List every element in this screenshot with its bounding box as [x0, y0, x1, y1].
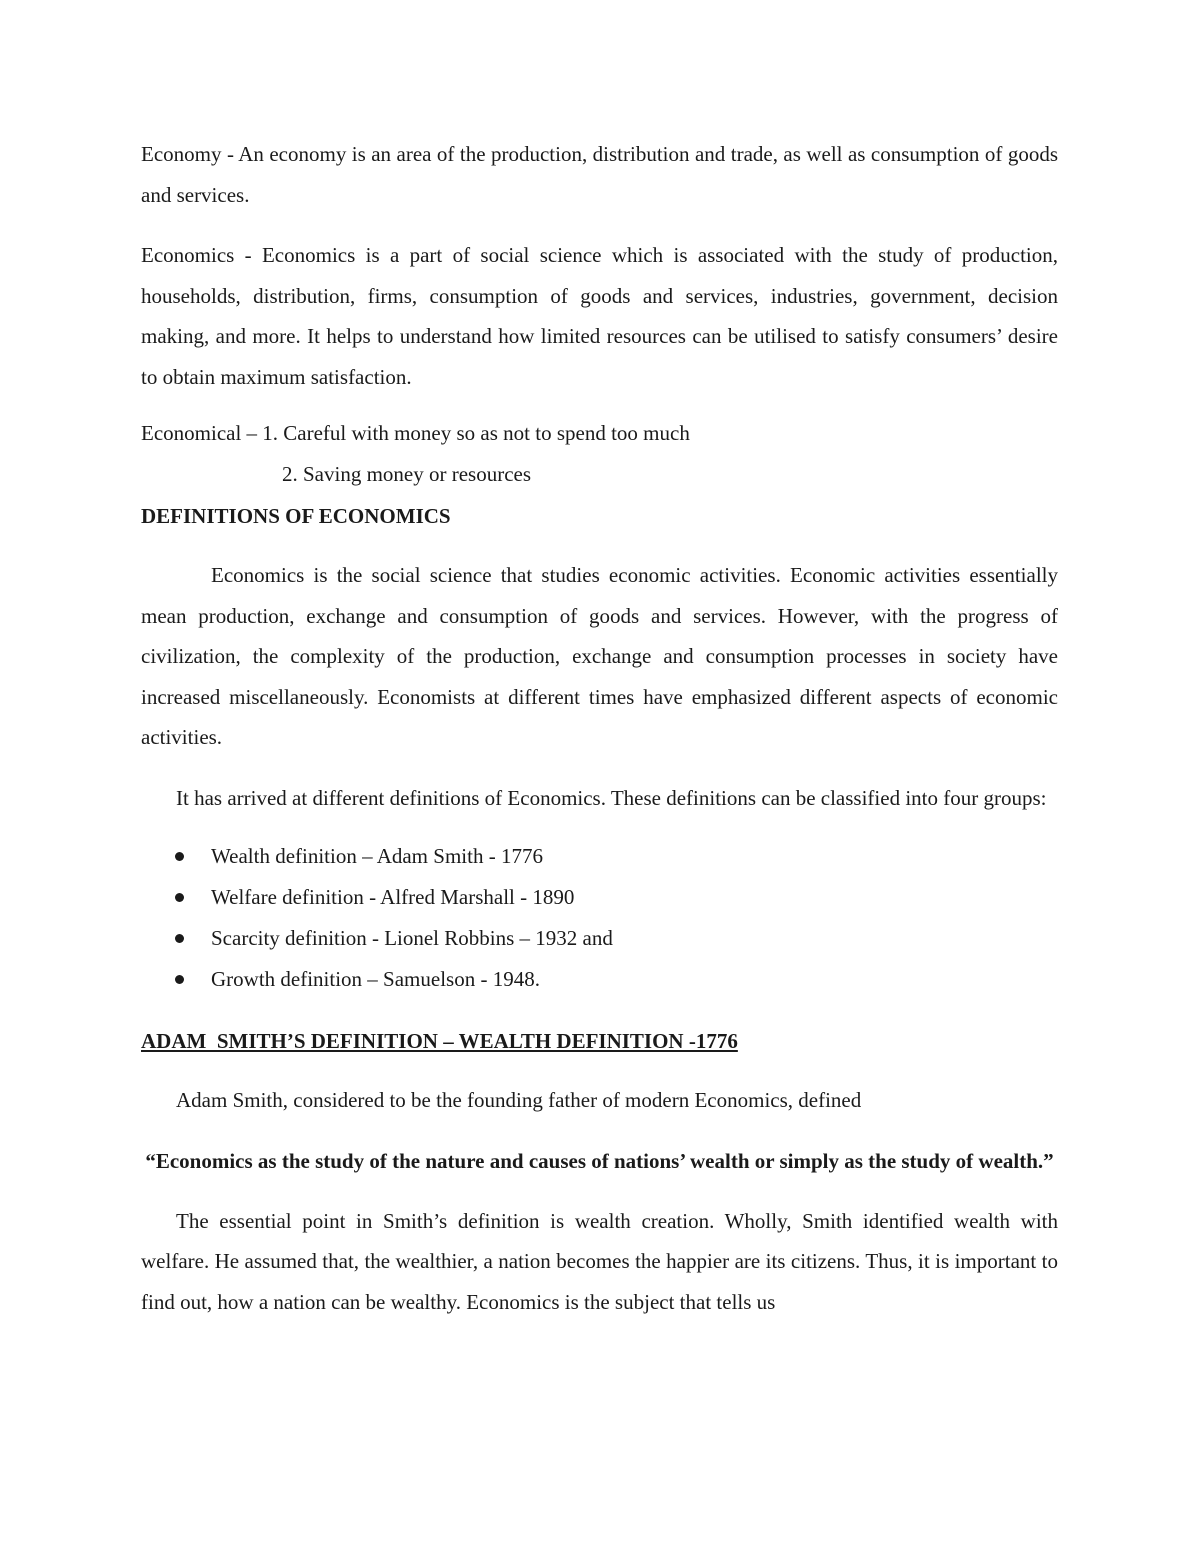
list-item	[141, 877, 1058, 918]
list-item-text: Wealth definition – Adam Smith - 1776	[211, 844, 543, 868]
bullet-icon	[175, 934, 184, 943]
list-item	[141, 918, 1058, 959]
quote-wealth-definition: “Economics as the study of the nature and causes of nations’ wealth or simply as the study of wealth.”	[145, 1148, 1054, 1173]
list-item-text: Welfare definition - Alfred Marshall - 1890	[211, 885, 575, 909]
definitions-list	[141, 836, 1058, 1000]
list-item	[141, 959, 1058, 1000]
document-page	[141, 134, 1058, 1322]
bullet-icon	[175, 893, 184, 902]
paragraph-economy: Economy - An economy is an area of the production, distribution and trade, as well as consumption of goods and services.	[141, 142, 1058, 207]
heading-adam-smith-definition: ADAM SMITH’S DEFINITION – WEALTH DEFINITION -1776	[141, 1029, 738, 1053]
paragraph-definitions-body: Economics is the social science that studies economic activities. Economic activities essentially mean production, exchange and consumption of goods and services. However, with the progress of civilization, the complexity of the production, exchange and consumption processes in society have increased miscellaneously. Economists at different times have emphasized different aspects of economic activities.	[141, 563, 1058, 749]
paragraph-economical-1: Economical – 1. Careful with money so as not to spend too much	[141, 421, 690, 445]
paragraph-essential-point: The essential point in Smith’s definition is wealth creation. Wholly, Smith identified wealth with welfare. He assumed that, the wealthier, a nation becomes the happier are its citizens. Thus, it is important to find out, how a nation can be wealthy. Economics is the subject that tells us	[141, 1208, 1058, 1314]
paragraph-adam-smith-intro: Adam Smith, considered to be the founding father of modern Economics, defined	[176, 1088, 862, 1112]
bullet-icon	[175, 975, 184, 984]
list-item	[141, 836, 1058, 877]
list-item-text: Scarcity definition - Lionel Robbins – 1932 and	[211, 926, 613, 950]
heading-definitions-of-economics: DEFINITIONS OF ECONOMICS	[141, 504, 451, 528]
paragraph-four-groups: It has arrived at different definitions of Economics. These definitions can be classified into four groups:	[176, 785, 1047, 810]
paragraph-economics: Economics - Economics is a part of social science which is associated with the study of production, households, distribution, firms, consumption of goods and services, industries, government, decision making, and more. It helps to understand how limited resources can be utilised to satisfy consumers’ desire to obtain maximum satisfaction.	[141, 243, 1058, 389]
list-item-text: Growth definition – Samuelson - 1948.	[211, 967, 540, 991]
bullet-icon	[175, 852, 184, 861]
paragraph-economical-2: 2. Saving money or resources	[282, 462, 532, 486]
